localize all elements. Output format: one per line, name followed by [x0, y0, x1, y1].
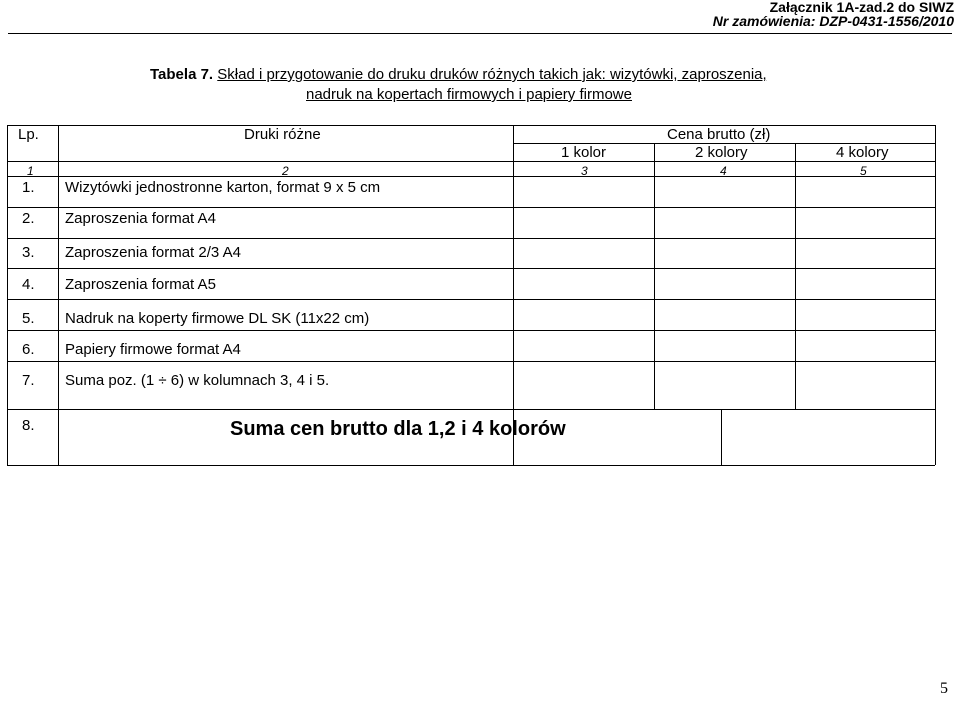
- order-number: Nr zamówienia: DZP-0431-1556/2010: [712, 13, 954, 29]
- row-line: [7, 409, 935, 410]
- col-divider: [513, 125, 514, 465]
- col-header-4-kolory: 4 kolory: [836, 144, 889, 161]
- row-lp: 3.: [22, 244, 35, 261]
- row-lp: 2.: [22, 210, 35, 227]
- col-number: 2: [282, 164, 289, 178]
- row-name: Suma poz. (1 ÷ 6) w kolumnach 3, 4 i 5.: [65, 372, 330, 389]
- row-name: Zaproszenia format 2/3 A4: [65, 244, 241, 261]
- col-number: 5: [860, 164, 867, 178]
- col-header-2-kolory: 2 kolory: [695, 144, 748, 161]
- row-name: Nadruk na koperty firmowe DL SK (11x22 cm): [65, 310, 370, 327]
- row-lp: 5.: [22, 310, 35, 327]
- table-title-text1: Skład i przygotowanie do druku druków różnych takich jak: wizytówki, zaproszenia,: [217, 66, 767, 83]
- row-lp: 8.: [22, 417, 35, 434]
- table-border-right: [935, 125, 936, 465]
- table-title-line2: nadruk na kopertach firmowych i papiery firmowe: [306, 86, 632, 103]
- col-divider: [795, 143, 796, 409]
- col-number: 3: [581, 164, 588, 178]
- attachment-header: Załącznik 1A-zad.2 do SIWZ: [769, 0, 954, 15]
- col-number: 1: [27, 164, 34, 178]
- page-number: 5: [940, 680, 948, 697]
- row-lp: 6.: [22, 341, 35, 358]
- col-divider: [58, 125, 59, 465]
- row-lp: 4.: [22, 276, 35, 293]
- row-lp: 1.: [22, 179, 35, 196]
- table-border-left: [7, 125, 8, 465]
- col-header-price: Cena brutto (zł): [667, 126, 771, 143]
- row-name: Papiery firmowe format A4: [65, 341, 241, 358]
- table-title-prefix: Tabela 7.: [150, 66, 214, 83]
- col-divider: [721, 409, 722, 465]
- row-name: Zaproszenia format A4: [65, 210, 216, 227]
- table-border-top: [7, 125, 935, 126]
- table-border-bottom: [7, 465, 935, 466]
- row-lp: 7.: [22, 372, 35, 389]
- col-divider: [654, 143, 655, 409]
- col-header-lp: Lp.: [18, 126, 39, 143]
- col-number: 4: [720, 164, 727, 178]
- row-name: Wizytówki jednostronne karton, format 9 x 5 cm: [65, 179, 381, 196]
- row-name: Zaproszenia format A5: [65, 276, 216, 293]
- col-header-1-kolor: 1 kolor: [561, 144, 607, 161]
- total-row-label: Suma cen brutto dla 1,2 i 4 kolorów: [230, 418, 566, 440]
- col-header-name: Druki różne: [244, 126, 321, 143]
